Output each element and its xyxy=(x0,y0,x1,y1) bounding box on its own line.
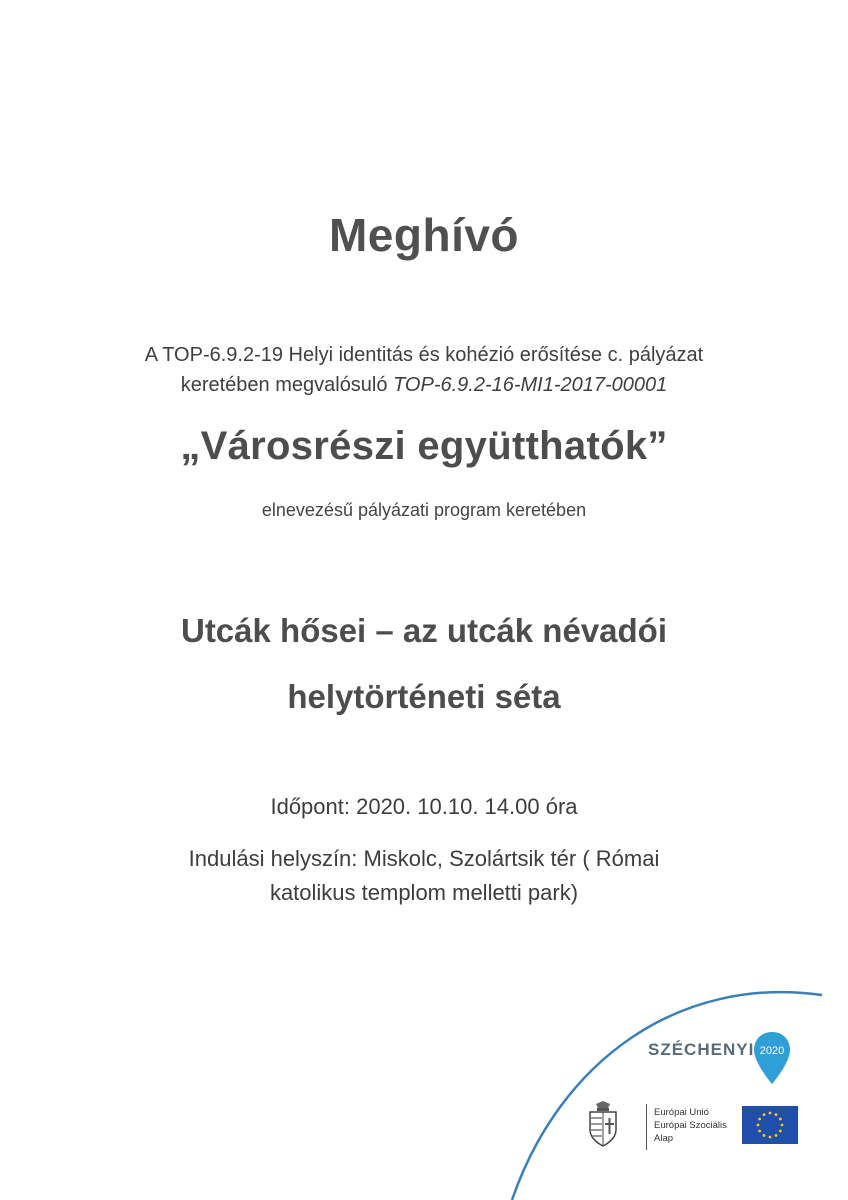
page-title: Meghívó xyxy=(328,209,520,261)
szechenyi-year: 2020 xyxy=(759,1045,785,1057)
eu-line-1: Európai Unió xyxy=(654,1107,709,1118)
eu-star xyxy=(769,1112,772,1115)
eu-star xyxy=(779,1118,782,1121)
eu-star xyxy=(757,1124,760,1127)
project-code: TOP-6.9.2-16-MI1-2017-00001 xyxy=(393,374,668,396)
szechenyi-pin-icon xyxy=(752,1030,792,1086)
location-line-1: Indulási helyszín: Miskolc, Szolártsik tér ( Római xyxy=(188,846,660,871)
eu-star xyxy=(779,1130,782,1133)
eu-star xyxy=(758,1118,761,1121)
program-subtitle: elnevezésű pályázati program keretében xyxy=(261,500,587,520)
eu-line-2: Európai Szociális xyxy=(654,1120,727,1131)
location-line-2: katolikus templom melletti park) xyxy=(269,880,579,905)
eu-star xyxy=(769,1136,772,1139)
program-name: „Városrészi együtthatók” xyxy=(180,424,668,468)
eu-line-3: Alap xyxy=(654,1133,674,1144)
szechenyi-logo-text: SZÉCHENYI xyxy=(648,1040,755,1059)
intro-line-1: A TOP-6.9.2-19 Helyi identitás és kohézió erősítése c. pályázat xyxy=(144,344,704,366)
logo-divider xyxy=(646,1104,647,1150)
eu-star xyxy=(775,1134,778,1137)
event-title-line-2: helytörténeti séta xyxy=(287,678,561,715)
eu-star xyxy=(775,1113,778,1116)
hungarian-coat-of-arms-icon xyxy=(586,1100,620,1148)
event-title-line-1: Utcák hősei – az utcák névadói xyxy=(180,612,668,649)
eu-fund-label xyxy=(654,1106,727,1145)
eu-star xyxy=(781,1124,784,1127)
eu-star xyxy=(763,1113,766,1116)
eu-star xyxy=(763,1134,766,1137)
eu-flag-icon xyxy=(742,1106,798,1144)
intro-line-2-prefix: keretében megvalósuló xyxy=(180,374,394,396)
event-date: Időpont: 2020. 10.10. 14.00 óra xyxy=(270,794,578,819)
eu-star xyxy=(758,1130,761,1133)
